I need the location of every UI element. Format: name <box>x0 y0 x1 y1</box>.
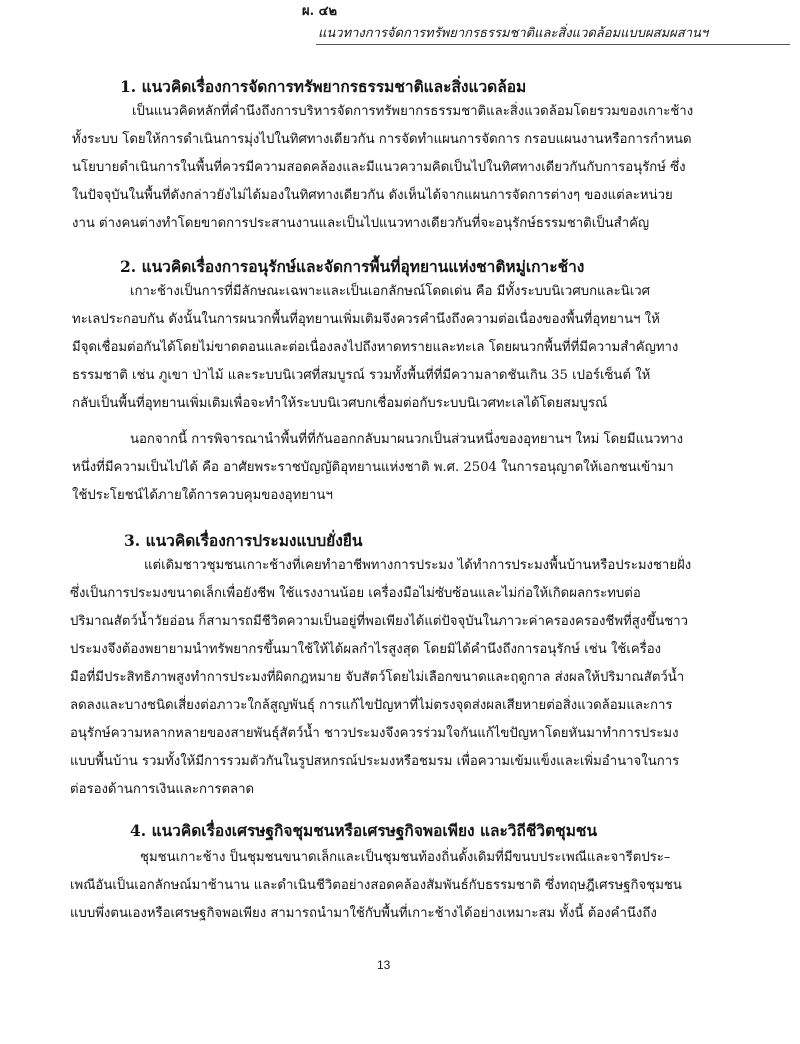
text-line: ใช้ประโยชน์ได้ภายใต้การควบคุมของอุทยานฯ <box>72 488 333 503</box>
text-line: แบบพึ่งตนเองหรือเศรษฐกิจพอเพียง สามารถนำมาใช้กับพื้นที่เกาะช้างได้อย่างเหมาะสม ทั้งนี้ ต้องคำนึงถึง <box>70 906 657 921</box>
header-divider <box>316 44 790 45</box>
text-line: แบบพื้นบ้าน รวมทั้งให้มีการรวมตัวกันในรูปสหกรณ์ประมงหรือชมรม เพื่อความเข้มแข็งและเพิ่มอำนาจในการ <box>70 754 680 769</box>
text-line: นโยบายดำเนินการในพื้นที่ควรมีความสอดคล้องและมีแนวความคิดเป็นไปในทิศทางเดียวกันกับการอนุรักษ์ ซึ่ง <box>72 160 686 175</box>
text-line: นอกจากนี้ การพิจารณานำพื้นที่ที่กันออกกลับมาผนวกเป็นส่วนหนึ่งของอุทยานฯ ใหม่ โดยมีแนวทาง <box>130 432 684 447</box>
text-line: มีจุดเชื่อมต่อกันได้โดยไม่ขาดตอนและต่อเนื่องลงไปถึงหาดทรายและทะเล โดยผนวกพื้นที่ที่มีความสำคัญทาง <box>72 340 679 355</box>
text-line: ชุมชนเกาะช้าง ป็นชุมชนขนาดเล็กและเป็นชุมชนท้องถิ่นดั้งเดิมที่มีขนบประเพณีและจารีตประ– <box>140 850 671 865</box>
text-line: ปริมาณสัตว์น้ำวัยอ่อน ก็สามารถมีชีวิตความเป็นอยู่ที่พอเพียงได้แต่ปัจจุบันในภาวะค่าครองครองชีพที่สูงขึ้นชาว <box>70 614 689 629</box>
text-line: ประมงจึงต้องพยายามนำทรัพยากรขึ้นมาใช้ให้ได้ผลกำไรสูงสุด โดยมิได้คำนึงถึงการอนุรักษ์ เช่น ใช้เครื่อง <box>70 642 662 657</box>
text-line: ทั้งระบบ โดยให้การดำเนินการมุ่งไปในทิศทางเดียวกัน การจัดทำแผนการจัดการ กรอบแผนงานหรือการกำหนด <box>72 132 692 147</box>
running-header: แนวทางการจัดการทรัพยากรธรรมชาติและสิ่งแวดล้อมแบบผสมผสานฯ <box>318 26 709 41</box>
text-line: มือที่มีประสิทธิภาพสูงทำการประมงที่ผิดกฎหมาย จับสัตว์โดยไม่เลือกขนาดและฤดูกาล ส่งผลให้ปริมาณสัตว์น้ำ <box>70 670 685 685</box>
text-line: หนึ่งที่มีความเป็นไปได้ คือ อาศัยพระราชบัญญัติอุทยานแห่งชาติ พ.ศ. 2504 ในการอนุญาตให้เอกชนเข้ามา <box>72 460 674 475</box>
page-code: ผ. ๔๒ <box>302 4 338 19</box>
section-2-heading: 2. แนวคิดเรื่องการอนุรักษ์และจัดการพื้นที่อุทยานแห่งชาติหมู่เกาะช้าง <box>120 257 585 276</box>
text-line: ซึ่งเป็นการประมงขนาดเล็กเพื่อยังชีพ ใช้แรงงานน้อย เครื่องมือไม่ซับซ้อนและไม่ก่อให้เกิดผลกระทบต่อ <box>70 586 641 601</box>
text-line: แต่เดิมชาวชุมชนเกาะช้างที่เคยทำอาชีพทางการประมง ได้ทำการประมงพื้นบ้านหรือประมงชายฝั่ง <box>144 558 692 573</box>
text-line: เป็นแนวคิดหลักที่คำนึงถึงการบริหารจัดการทรัพยากรธรรมชาติและสิ่งแวดล้อมโดยรวมของเกาะช้าง <box>132 104 694 119</box>
section-4-heading: 4. แนวคิดเรื่องเศรษฐกิจชุมชนหรือเศรษฐกิจพอเพียง และวิถีชีวิตชุมชน <box>130 821 598 840</box>
section-1-heading: 1. แนวคิดเรื่องการจัดการทรัพยากรธรรมชาติและสิ่งแวดล้อม <box>120 77 527 96</box>
section-3-heading: 3. แนวคิดเรื่องการประมงแบบยั่งยืน <box>124 531 363 550</box>
text-line: กลับเป็นพื้นที่อุทยานเพิ่มเติมเพื่อจะทำให้ระบบนิเวศบกเชื่อมต่อกับระบบนิเวศทะเลได้โดยสมบูรณ์ <box>72 396 608 411</box>
text-line: งาน ต่างคนต่างทำโดยขาดการประสานงานและเป็นไปแนวทางเดียวกันที่จะอนุรักษ์ธรรมชาติเป็นสำคัญ <box>72 216 650 231</box>
text-line: เพณีอันเป็นเอกลักษณ์มาช้านาน และดำเนินชีวิตอย่างสอดคล้องสัมพันธ์กับธรรมชาติ ซึ่งทฤษฎีเศรษฐกิจชุมชน <box>70 878 682 893</box>
text-line: ต่อรองด้านการเงินและการตลาด <box>70 782 255 797</box>
text-line: ลดลงและบางชนิดเสี่ยงต่อภาวะใกล้สูญพันธุ์ การแก้ไขปัญหาที่ไม่ตรงจุดส่งผลเสียหายต่อสิ่งแวดล้อมและการ <box>70 698 673 713</box>
text-line: ทะเลประกอบกัน ดังนั้นในการผนวกพื้นที่อุทยานเพิ่มเติมจึงควรคำนึงถึงความต่อเนื่องของพื้นที่อุทยานฯ ให้ <box>72 312 660 327</box>
page-number: 13 <box>377 958 391 972</box>
text-line: ในปัจจุบันในพื้นที่ดังกล่าวยังไม่ได้มองในทิศทางเดียวกัน ดังเห็นได้จากแผนการจัดการต่างๆ ของแต่ละหน่วย <box>72 188 673 203</box>
text-line: เกาะช้างเป็นการที่มีลักษณะเฉพาะและเป็นเอกลักษณ์โดดเด่น คือ มีทั้งระบบนิเวศบกและนิเวศ <box>130 284 651 299</box>
text-line: ธรรมชาติ เช่น ภูเขา ป่าไม้ และระบบนิเวศที่สมบูรณ์ รวมทั้งพื้นที่ที่มีความลาดชันเกิน 35 เปอร์เซ็นต์ ให้ <box>72 368 651 383</box>
text-line: อนุรักษ์ความหลากหลายของสายพันธุ์สัตว์น้ำ ชาวประมงจึงควรร่วมใจกันแก้ไขปัญหาโดยหันมาทำการประมง <box>70 726 679 741</box>
